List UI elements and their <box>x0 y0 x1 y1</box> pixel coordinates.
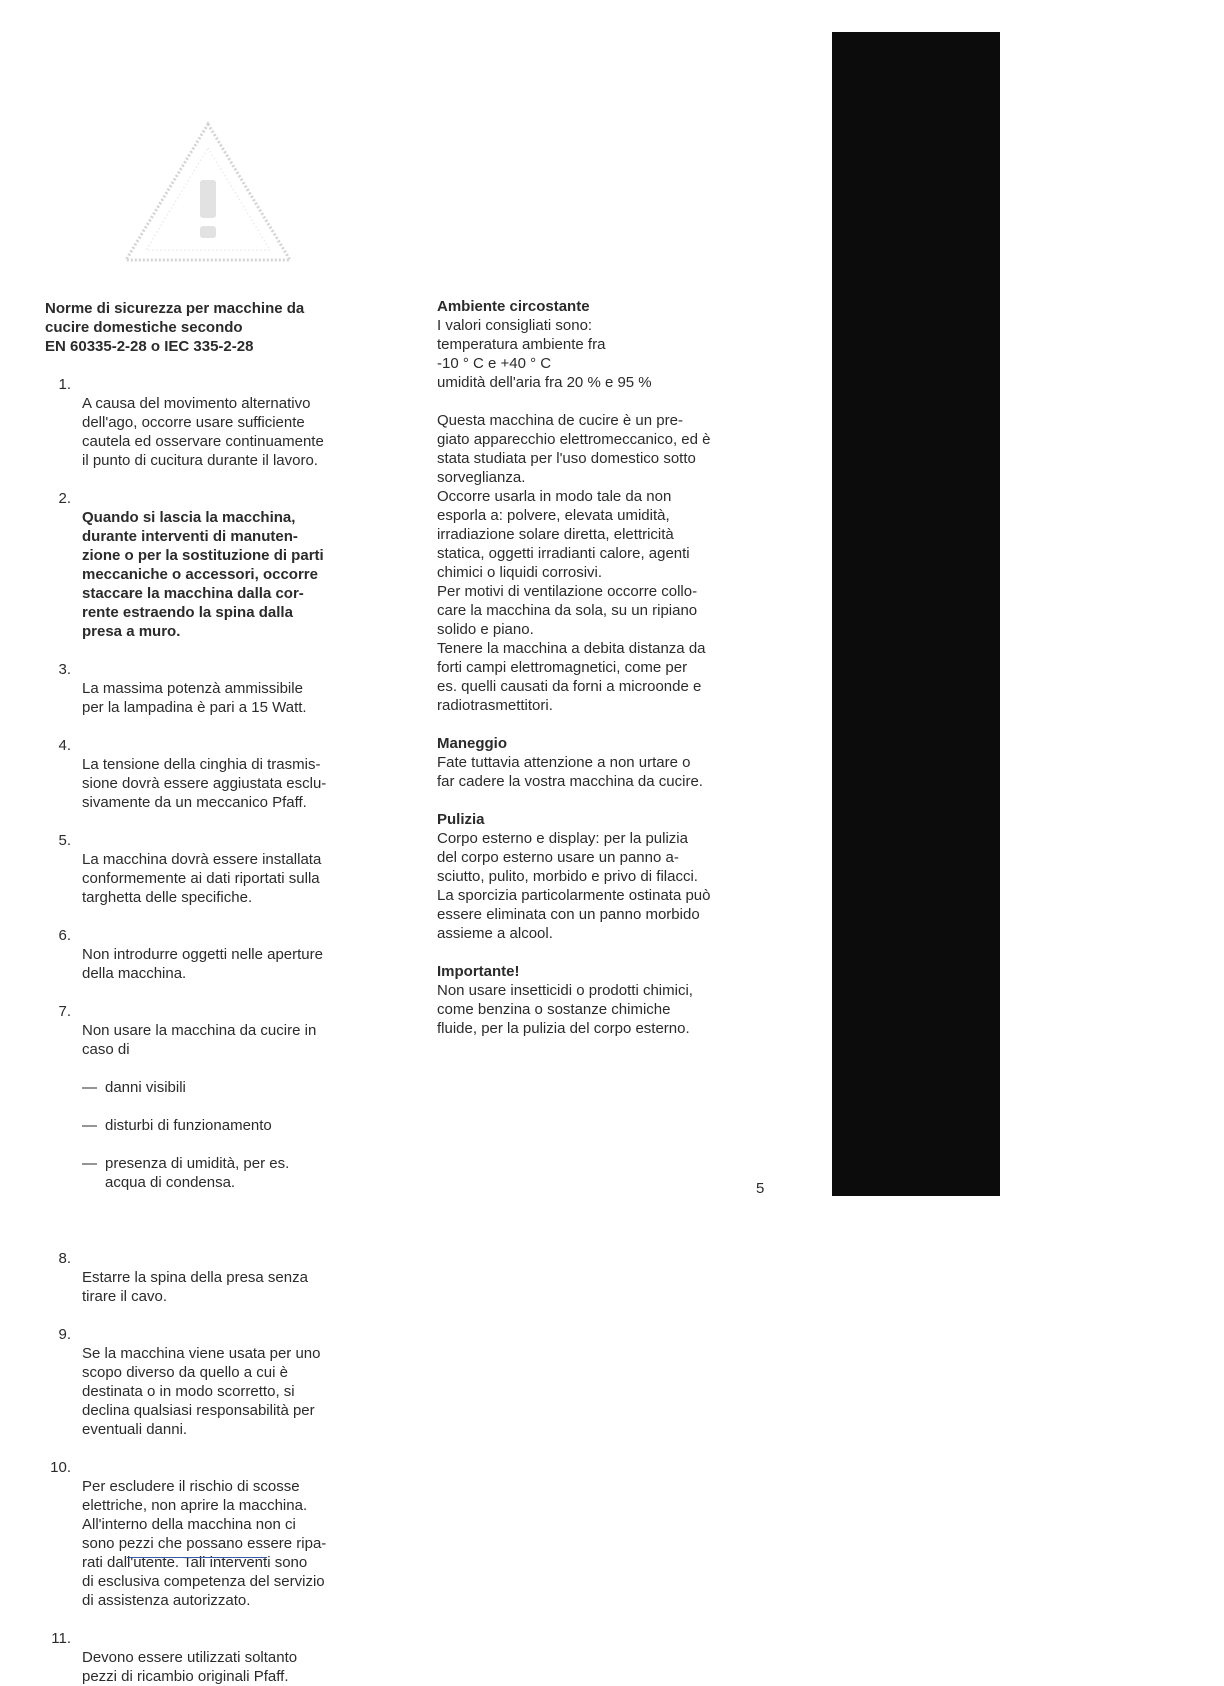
rule-sublist <box>82 1059 385 1211</box>
handling-heading: Maneggio <box>437 735 507 752</box>
safety-rule-list <box>45 356 385 1686</box>
safety-rule <box>45 1439 385 1610</box>
info-section <box>437 297 777 1038</box>
page-number: 5 <box>756 1180 765 1197</box>
safety-rule <box>45 717 385 812</box>
safety-section <box>45 299 385 1686</box>
rule-text: Non usare la macchina da cucire in caso di <box>82 1022 317 1058</box>
environment-paragraph: Questa macchina de cucire è un pre- giato apparecchio elettromeccanico, ed è stata studiata per l'uso domestico sotto sorveglianza. Occorre usarla in modo tale da non esporla a: polvere, elevata umidità, irradiazione solare diretta, elettricità statica, oggetti irradianti calore, agenti chimici o liquidi corrosivi. Per motivi di ventilazione occorre collo- care la macchina da sola, su un ripiano solido e piano. Tenere la macchina a debita distanza da forti campi elettromagnetici, come per es. quelli causati da forni a microonde e radiotrasmettitori. <box>437 412 711 714</box>
rule-text: Se la macchina viene usata per uno scopo diverso da quello a cui è destinata o in modo scorretto, si declina qualsiasi responsabilità per eventuali danni. <box>82 1345 321 1438</box>
sublist-text: danni visibili <box>105 1079 186 1096</box>
rule-number: 10. <box>50 1459 71 1476</box>
sublist-text: disturbi di funzionamento <box>105 1117 272 1134</box>
cleaning-heading: Pulizia <box>437 811 485 828</box>
safety-rule <box>45 812 385 907</box>
safety-rule <box>45 470 385 641</box>
footer-divider <box>127 1557 267 1558</box>
safety-heading: Norme di sicurezza per macchine da cucire domestiche secondo EN 60335-2-28 o IEC 335-2-28 <box>45 300 305 355</box>
rule-text: Non introdurre oggetti nelle aperture della macchina. <box>82 946 323 982</box>
sublist-item <box>82 1116 385 1135</box>
rule-number: 6. <box>58 927 71 944</box>
important-text: Non usare insetticidi o prodotti chimici, come benzina o sostanze chimiche fluide, per la pulizia del corpo esterno. <box>437 982 693 1037</box>
safety-rule <box>45 907 385 983</box>
rule-number: 1. <box>58 376 71 393</box>
rule-number: 5. <box>58 832 71 849</box>
rule-text: Per escludere il rischio di scosse elettriche, non aprire la macchina. All'interno della macchina non ci sono pezzi che possano essere ripa- rati dall'utente. Tali interventi sono di esclusiva competenza del servizio di assistenza autorizzato. <box>82 1478 327 1609</box>
warning-triangle-icon <box>120 118 296 268</box>
rule-number: 8. <box>58 1250 71 1267</box>
sublist-item <box>82 1154 385 1192</box>
sublist-item <box>82 1078 385 1097</box>
rule-number: 3. <box>58 661 71 678</box>
rule-text: Devono essere utilizzati soltanto pezzi di ricambio originali Pfaff. <box>82 1649 298 1685</box>
rule-text: La massima potenzà ammissibile per la lampadina è pari a 15 Watt. <box>82 680 307 716</box>
cleaning-text: Corpo esterno e display: per la pulizia del corpo esterno usare un panno a- sciutto, pulito, morbido e privo di filacci. La sporcizia particolarmente ostinata può essere eliminata con un panno morbido assieme a alcool. <box>437 830 711 942</box>
safety-rule <box>45 1230 385 1306</box>
rule-number: 11. <box>51 1630 71 1647</box>
scan-edge-strip <box>832 32 1000 1196</box>
rule-text: Quando si lascia la macchina, durante interventi di manuten- zione o per la sostituzione di parti meccaniche o accessori, occorre staccare la macchina dalla cor- rente estraendo la spina dalla presa a muro. <box>82 509 324 640</box>
rule-number: 9. <box>58 1326 71 1343</box>
rule-number: 2. <box>58 490 71 507</box>
dash-mark: — <box>82 1079 97 1096</box>
safety-rule <box>45 641 385 717</box>
environment-heading: Ambiente circostante <box>437 298 590 315</box>
rule-text: La macchina dovrà essere installata conformemente ai dati riportati sulla targhetta delle specifiche. <box>82 851 322 906</box>
handling-text: Fate tuttavia attenzione a non urtare o far cadere la vostra macchina da cucire. <box>437 754 703 790</box>
sublist-text: presenza di umidità, per es. acqua di condensa. <box>105 1155 290 1191</box>
safety-rule <box>45 1610 385 1686</box>
safety-rule <box>45 1306 385 1439</box>
rule-text: A causa del movimento alternativo dell'ago, occorre usare sufficiente cautela ed osservare continuamente il punto di cucitura durante il lavoro. <box>82 395 324 469</box>
rule-number: 7. <box>58 1003 71 1020</box>
important-heading: Importante! <box>437 963 520 980</box>
dash-mark: — <box>82 1117 97 1134</box>
safety-rule <box>45 983 385 1230</box>
rule-number: 4. <box>58 737 71 754</box>
safety-rule <box>45 356 385 470</box>
dash-mark: — <box>82 1155 97 1172</box>
rule-text: Estarre la spina della presa senza tirare il cavo. <box>82 1269 308 1305</box>
environment-values: I valori consigliati sono: temperatura ambiente fra -10 ° C e +40 ° C umidità dell'aria fra 20 % e 95 % <box>437 317 652 391</box>
rule-text: La tensione della cinghia di trasmis- sione dovrà essere aggiustata esclu- sivamente da un meccanico Pfaff. <box>82 756 327 811</box>
